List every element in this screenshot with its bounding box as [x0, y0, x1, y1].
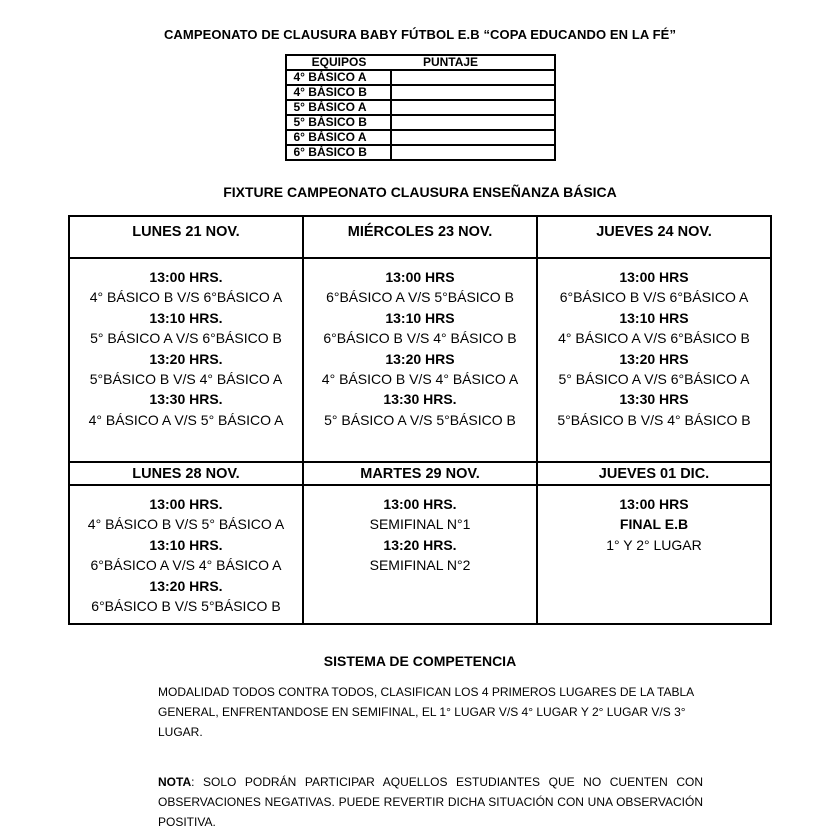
match-teams: 6°BÁSICO B V/S 4° BÁSICO B — [323, 330, 517, 347]
match-time: 13:30 HRS. — [149, 391, 223, 408]
standings-table — [285, 54, 556, 161]
fixture-header-row-week2 — [70, 463, 772, 486]
match-teams: 4° BÁSICO B V/S 4° BÁSICO A — [321, 371, 519, 388]
team-name-cell: 5° BÁSICO A — [287, 101, 392, 116]
standings-header-row — [287, 56, 556, 71]
match-teams: 6°BÁSICO B V/S 6°BÁSICO A — [559, 289, 749, 306]
semifinal-label: SEMIFINAL N°1 — [369, 516, 471, 533]
day-header: LUNES 28 NOV. — [70, 463, 304, 486]
note-paragraph — [158, 772, 703, 832]
fixture-matches-row-week2 — [70, 486, 772, 625]
paragraph-line: LUGAR. — [158, 725, 203, 739]
team-name-cell: 4° BÁSICO A — [287, 71, 392, 86]
day-header: LUNES 21 NOV. — [70, 217, 304, 259]
day-column-lunes-21 — [70, 259, 304, 463]
fixture-heading: FIXTURE CAMPEONATO CLAUSURA ENSEÑANZA BÁSICA — [223, 184, 617, 200]
match-time: 13:10 HRS. — [149, 309, 223, 326]
standings-row — [287, 146, 556, 161]
semifinal-label: SEMIFINAL N°2 — [369, 557, 471, 574]
fixture-table — [68, 215, 772, 625]
match-teams: 5° BÁSICO A V/S 6°BÁSICO A — [558, 371, 750, 388]
match-teams: 5°BÁSICO B V/S 4° BÁSICO B — [557, 411, 751, 428]
standings-row — [287, 86, 556, 101]
competition-heading: SISTEMA DE COMPETENCIA — [323, 653, 517, 669]
match-teams: 5°BÁSICO B V/S 4° BÁSICO A — [89, 371, 283, 388]
match-time: 13:30 HRS — [619, 391, 689, 408]
match-teams: 4° BÁSICO A V/S 6°BÁSICO B — [558, 330, 750, 347]
standings-row — [287, 131, 556, 146]
day-column-lunes-28 — [70, 486, 304, 625]
match-teams: 6°BÁSICO A V/S 4° BÁSICO A — [90, 557, 282, 574]
standings-header-puntaje: PUNTAJE — [392, 56, 556, 71]
match-time: 13:00 HRS. — [383, 496, 457, 512]
competition-paragraph — [158, 682, 703, 742]
day-column-miercoles-23 — [304, 259, 538, 463]
match-time: 13:20 HRS. — [149, 577, 223, 594]
match-time: 13:10 HRS. — [149, 536, 223, 553]
score-cell — [392, 101, 556, 116]
day-header: JUEVES 01 DIC. — [538, 463, 772, 486]
note-line: OBSERVACIONES NEGATIVAS. PUEDE REVERTIR DICHA SITUACIÓN CON UNA OBSERVACIÓN — [158, 795, 703, 809]
team-name-cell: 6° BÁSICO A — [287, 131, 392, 146]
match-time: 13:10 HRS — [385, 309, 455, 326]
match-teams: 4° BÁSICO A V/S 5° BÁSICO A — [88, 411, 284, 428]
match-time: 13:20 HRS — [385, 350, 455, 367]
final-places: 1° Y 2° LUGAR — [606, 536, 702, 553]
day-column-jueves-24 — [538, 259, 772, 463]
match-time: 13:20 HRS — [619, 350, 689, 367]
standings-header-equipos: EQUIPOS — [287, 56, 392, 71]
match-time: 13:00 HRS. — [149, 496, 223, 512]
score-cell — [392, 86, 556, 101]
match-teams: 6°BÁSICO A V/S 5°BÁSICO B — [326, 289, 514, 306]
match-time: 13:30 HRS. — [383, 391, 457, 408]
match-time: 13:20 HRS. — [149, 350, 223, 367]
day-column-jueves-01 — [538, 486, 772, 625]
match-teams: 5° BÁSICO A V/S 6°BÁSICO B — [90, 330, 282, 347]
team-name-cell: 6° BÁSICO B — [287, 146, 392, 161]
fixture-header-row-week1 — [70, 217, 772, 259]
paragraph-line: GENERAL, ENFRENTANDOSE EN SEMIFINAL, EL 1° LUGAR V/S 4° LUGAR Y 2° LUGAR V/S 3° — [158, 705, 686, 719]
final-label: FINAL E.B — [619, 516, 689, 533]
day-column-martes-29 — [304, 486, 538, 625]
day-header: MARTES 29 NOV. — [304, 463, 538, 486]
day-header: MIÉRCOLES 23 NOV. — [304, 217, 538, 259]
document-title: CAMPEONATO DE CLAUSURA BABY FÚTBOL E.B “COPA EDUCANDO EN LA FÉ” — [163, 27, 677, 42]
note-line — [158, 772, 703, 792]
note-label: NOTA — [158, 775, 192, 789]
team-name-cell: 5° BÁSICO B — [287, 116, 392, 131]
match-time: 13:00 HRS — [385, 269, 455, 285]
standings-row — [287, 116, 556, 131]
score-cell — [392, 71, 556, 86]
match-time: 13:00 HRS — [619, 269, 689, 285]
match-time: 13:00 HRS — [619, 496, 689, 512]
match-time: 13:10 HRS — [619, 309, 689, 326]
day-header: JUEVES 24 NOV. — [538, 217, 772, 259]
match-teams: 4° BÁSICO B V/S 5° BÁSICO A — [87, 516, 285, 533]
match-teams: 5° BÁSICO A V/S 5°BÁSICO B — [324, 411, 516, 428]
match-teams: 4° BÁSICO B V/S 6°BÁSICO A — [89, 289, 283, 306]
standings-row — [287, 101, 556, 116]
fixture-matches-row-week1 — [70, 259, 772, 463]
score-cell — [392, 146, 556, 161]
note-line: POSITIVA. — [158, 815, 216, 829]
paragraph-line: MODALIDAD TODOS CONTRA TODOS, CLASIFICAN LOS 4 PRIMEROS LUGARES DE LA TABLA — [158, 685, 695, 699]
match-teams: 6°BÁSICO B V/S 5°BÁSICO B — [91, 598, 281, 615]
score-cell — [392, 116, 556, 131]
match-time: 13:00 HRS. — [149, 269, 223, 285]
standings-row — [287, 71, 556, 86]
score-cell — [392, 131, 556, 146]
team-name-cell: 4° BÁSICO B — [287, 86, 392, 101]
match-time: 13:20 HRS. — [383, 536, 457, 553]
note-line-text: : SOLO PODRÁN PARTICIPAR AQUELLOS ESTUDIANTES QUE NO CUENTEN CON — [191, 775, 703, 789]
